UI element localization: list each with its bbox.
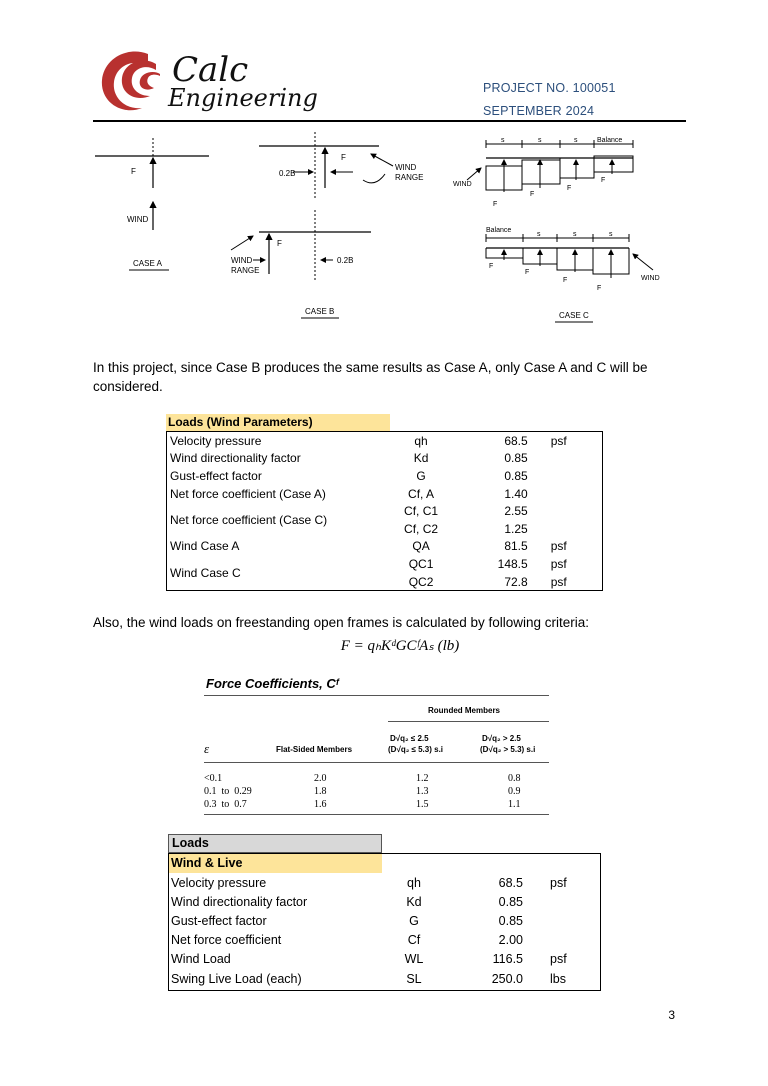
row-label: Velocity pressure	[171, 875, 267, 890]
col3-header-line2: (D√q₂ > 5.3) s.i	[480, 745, 536, 754]
table-row	[168, 911, 601, 930]
row-unit: psf	[550, 574, 567, 589]
row-unit	[531, 520, 603, 538]
table-row	[167, 555, 603, 573]
row-value: 148.5	[497, 556, 528, 571]
row-value: 0.85	[498, 894, 523, 909]
table-row	[167, 485, 603, 503]
case-c-f8: F	[597, 285, 602, 292]
header-rule	[93, 120, 686, 122]
row-label: Wind directionality factor	[171, 894, 308, 909]
table-row	[167, 450, 603, 468]
row-unit	[526, 911, 601, 930]
row-label: Wind Load	[171, 952, 231, 967]
row-unit	[526, 892, 601, 911]
case-c-s4: s	[537, 231, 541, 238]
force-formula: F = qₕKᵈGCᶠAₛ (lb)	[340, 638, 460, 654]
case-a-force-label: F	[131, 167, 136, 176]
logo-swirl-icon	[96, 44, 168, 116]
table-row	[167, 432, 603, 450]
row-value: 2.55	[504, 504, 528, 519]
force-coeff-top-rule	[204, 695, 549, 696]
row-symbol: Cf	[407, 933, 421, 948]
row-value: 116.5	[492, 952, 523, 967]
row-symbol: QC1	[408, 556, 434, 571]
case-c-f5: F	[489, 263, 494, 270]
row-value: 1.40	[504, 486, 528, 501]
row-label: Net force coefficient (Case C)	[170, 512, 328, 527]
row-symbol: Kd	[406, 894, 422, 909]
table-row	[168, 969, 601, 988]
row-value: 250.0	[491, 971, 523, 986]
case-a-label: CASE A	[133, 259, 162, 268]
row-label: Velocity pressure	[170, 433, 262, 448]
row-value: 0.85	[498, 913, 523, 928]
intro-paragraph: In this project, since Case B produces the same results as Case A, only Case A and C will be considered.	[93, 360, 648, 394]
row-unit	[526, 931, 601, 950]
row-label: Net force coefficient (Case A)	[170, 486, 326, 501]
case-b-wind-bottom: WIND	[231, 256, 253, 265]
fc-row-1-col2: 1.3	[416, 786, 429, 797]
case-c-balance-top: Balance	[597, 137, 623, 144]
row-value: 72.8	[504, 574, 528, 589]
row-label: Gust-effect factor	[171, 913, 267, 928]
fc-row-0-eps: <0.1	[204, 773, 223, 784]
row-symbol: QA	[412, 539, 430, 554]
table-row	[167, 538, 603, 556]
flat-sided-header: Flat-Sided Members	[276, 745, 353, 754]
col2-header-line1: D√q₂ ≤ 2.5	[390, 734, 429, 743]
criteria-paragraph: Also, the wind loads on freestanding open frames is calculated by following criteria:	[93, 615, 590, 630]
loads-title: Loads	[168, 834, 382, 853]
logo-text-calc: Calc	[172, 50, 249, 90]
table-row	[167, 467, 603, 485]
table-row	[167, 502, 603, 520]
row-unit: psf	[550, 952, 567, 967]
force-coeff-header-rule	[204, 762, 549, 763]
case-c-s1: s	[501, 137, 505, 144]
row-unit: psf	[550, 556, 567, 571]
row-unit	[531, 485, 603, 503]
case-a-wind-label: WIND	[127, 215, 149, 224]
row-unit: psf	[550, 539, 567, 554]
row-label: Wind Case A	[170, 539, 240, 554]
row-symbol: Cf, C2	[404, 521, 439, 536]
case-c-s5: s	[573, 231, 577, 238]
rounded-members-rule	[388, 721, 549, 722]
wind-params-title: Loads (Wind Parameters)	[166, 414, 390, 431]
case-c-label: CASE C	[559, 311, 589, 320]
case-c-balance-bottom: Balance	[486, 227, 512, 234]
row-label: Swing Live Load (each)	[171, 971, 302, 986]
case-c-f3: F	[567, 185, 572, 192]
row-unit: lbs	[550, 971, 566, 986]
table-row	[168, 873, 601, 892]
rounded-members-header: Rounded Members	[428, 706, 501, 715]
case-b-label: CASE B	[305, 307, 335, 316]
case-c-s3: s	[574, 137, 578, 144]
case-c-s6: s	[609, 231, 613, 238]
row-label: Wind directionality factor	[170, 451, 301, 466]
row-symbol: QC2	[408, 574, 434, 589]
row-unit	[531, 450, 603, 468]
project-number: PROJECT NO. 100051	[483, 81, 616, 95]
row-label: Net force coefficient	[171, 933, 282, 948]
row-symbol: Cf, A	[408, 486, 435, 501]
row-symbol: G	[416, 468, 426, 483]
case-b-dim-bottom: 0.2B	[337, 256, 354, 265]
row-unit: psf	[550, 433, 567, 448]
case-b-dim-top: 0.2B	[279, 169, 296, 178]
case-b-range-bottom: RANGE	[231, 266, 260, 275]
row-symbol: G	[409, 913, 419, 928]
row-symbol: qh	[407, 875, 421, 890]
case-b-force-top: F	[341, 153, 346, 162]
fc-row-0-col2: 1.2	[416, 773, 429, 784]
case-b-force-bottom: F	[277, 239, 282, 248]
page-number: 3	[668, 1008, 675, 1022]
wind-params-table	[166, 431, 603, 591]
table-row	[168, 931, 601, 950]
loads-subtitle: Wind & Live	[169, 854, 382, 873]
case-c-f2: F	[530, 191, 535, 198]
row-symbol: Cf, C1	[404, 504, 439, 519]
case-c-f6: F	[525, 269, 530, 276]
row-symbol: WL	[404, 952, 424, 967]
table-row	[168, 950, 601, 969]
case-b-wind-top: WIND	[395, 163, 417, 172]
case-c-f4: F	[601, 177, 606, 184]
row-value: 68.5	[504, 433, 528, 448]
loads-table	[168, 873, 601, 988]
row-symbol: Kd	[413, 451, 429, 466]
fc-row-2-col2: 1.5	[416, 799, 429, 810]
row-unit	[531, 467, 603, 485]
case-c-wind-top: WIND	[453, 181, 472, 188]
epsilon-header: ε	[204, 741, 210, 756]
fc-row-1-col3: 0.9	[508, 786, 521, 797]
fc-row-2-eps: 0.3 to 0.7	[204, 799, 247, 810]
col3-header-line1: D√q₂ > 2.5	[482, 734, 521, 743]
row-symbol: SL	[406, 971, 422, 986]
row-value: 68.5	[498, 875, 523, 890]
row-value: 2.00	[498, 933, 523, 948]
case-a-diagram	[95, 138, 209, 270]
table-row	[168, 892, 601, 911]
case-b-diagram	[231, 132, 423, 318]
row-value: 1.25	[504, 521, 528, 536]
row-unit	[531, 502, 603, 520]
case-c-diagram	[453, 137, 660, 322]
fc-row-2-col3: 1.1	[508, 799, 521, 810]
fc-row-2-flat: 1.6	[314, 799, 327, 810]
row-value: 81.5	[504, 539, 528, 554]
row-symbol: qh	[414, 433, 428, 448]
case-c-s2: s	[538, 137, 542, 144]
case-b-range-top: RANGE	[395, 173, 424, 182]
col2-header-line2: (D√q₂ ≤ 5.3) s.i	[388, 745, 444, 754]
force-coeff-bottom-rule	[204, 814, 549, 815]
wind-load-cases-figure	[93, 130, 673, 330]
logo-text-engineering: Engineering	[168, 84, 318, 112]
fc-row-0-col3: 0.8	[508, 773, 521, 784]
row-label: Gust-effect factor	[170, 468, 262, 483]
row-unit: psf	[550, 875, 567, 890]
project-date: SEPTEMBER 2024	[483, 104, 595, 118]
case-c-f1: F	[493, 201, 498, 208]
fc-row-1-eps: 0.1 to 0.29	[204, 786, 252, 797]
case-c-wind-bottom: WIND	[641, 275, 660, 282]
row-value: 0.85	[504, 468, 528, 483]
force-coeff-title: Force Coefficients, Cᶠ	[206, 676, 339, 691]
fc-row-0-flat: 2.0	[314, 773, 327, 784]
row-value: 0.85	[504, 451, 528, 466]
case-c-f7: F	[563, 277, 568, 284]
fc-row-1-flat: 1.8	[314, 786, 327, 797]
row-label: Wind Case C	[170, 565, 241, 580]
